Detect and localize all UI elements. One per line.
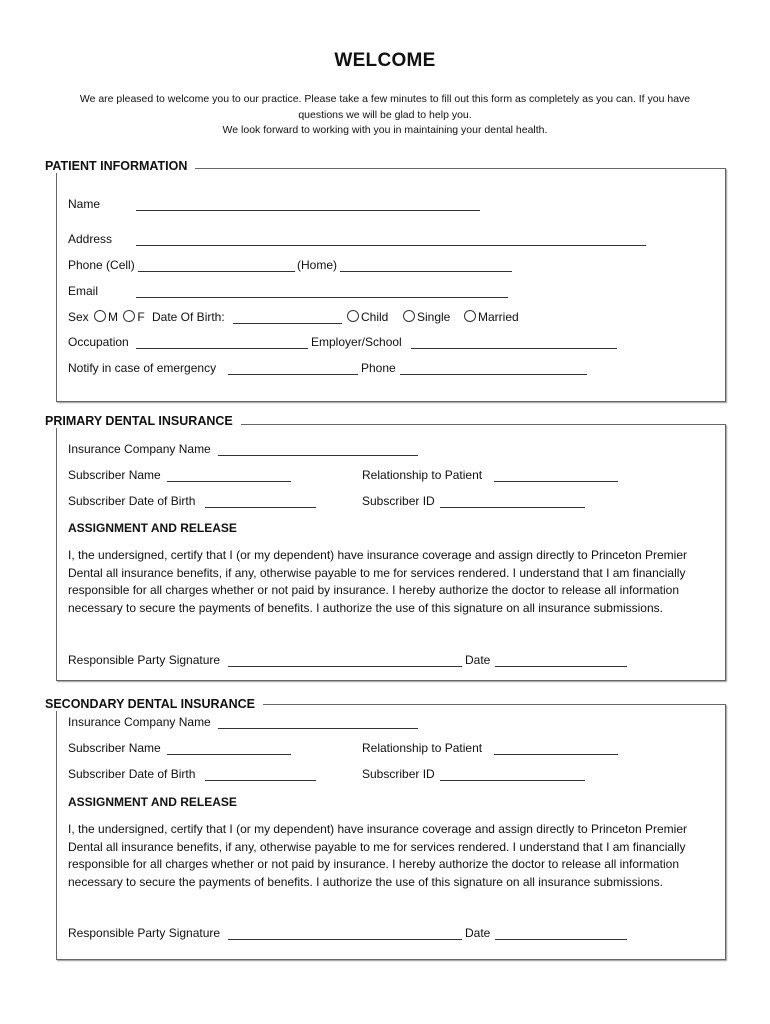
- name-field[interactable]: [136, 199, 480, 211]
- secondary-section-title: SECONDARY DENTAL INSURANCE: [45, 697, 263, 711]
- child-radio[interactable]: [347, 310, 359, 322]
- page-title: WELCOME: [334, 50, 436, 71]
- primary-subscriber-name-label: Subscriber Name: [68, 468, 161, 482]
- primary-assignment-text: I, the undersigned, certify that I (or my dependent) have insurance coverage and assign directly to Princeton Premier Dental all insurance benefits, if any, otherwise payable to me for services rendered. I understand that I am financially responsible for all charges whether or not paid by insurance. I hereby authorize the doctor to release all information necessary to secure the payments of benefits. I authorize the use of this signature on all insurance submissions.: [68, 548, 687, 615]
- occupation-field[interactable]: [136, 337, 308, 349]
- primary-relationship-field[interactable]: [494, 470, 618, 482]
- secondary-relationship-field[interactable]: [494, 743, 618, 755]
- employer-field[interactable]: [411, 337, 617, 349]
- secondary-signature-field[interactable]: [228, 928, 462, 940]
- primary-date-label: Date: [465, 653, 491, 667]
- phone-cell-label: Phone (Cell): [68, 258, 135, 272]
- male-radio[interactable]: [94, 310, 106, 322]
- emergency-phone-label: Phone: [361, 361, 396, 375]
- dob-label: Date Of Birth:: [152, 310, 225, 324]
- primary-date-field[interactable]: [495, 655, 627, 667]
- secondary-subscriber-id-field[interactable]: [440, 769, 585, 781]
- intro-line-3: We look forward to working with you in maintaining your dental health.: [222, 124, 548, 136]
- married-radio[interactable]: [464, 310, 476, 322]
- primary-signature-label: Responsible Party Signature: [68, 653, 221, 667]
- single-radio[interactable]: [403, 310, 415, 322]
- secondary-assignment-heading: ASSIGNMENT AND RELEASE: [68, 795, 237, 809]
- primary-subscriber-dob-field[interactable]: [205, 496, 316, 508]
- sex-label: Sex: [68, 310, 89, 324]
- email-label: Email: [68, 284, 99, 298]
- female-radio[interactable]: [123, 310, 135, 322]
- female-label: F: [137, 310, 145, 324]
- emergency-phone-field[interactable]: [400, 363, 587, 375]
- primary-subscriber-id-label: Subscriber ID: [362, 494, 435, 508]
- child-label: Child: [361, 310, 389, 324]
- primary-subscriber-dob-label: Subscriber Date of Birth: [68, 494, 196, 508]
- name-label: Name: [68, 197, 101, 211]
- primary-assignment-heading: ASSIGNMENT AND RELEASE: [68, 521, 237, 535]
- address-field[interactable]: [136, 234, 646, 246]
- intro-line-1: We are pleased to welcome you to our practice. Please take a few minutes to fill out this form as completely as you can. If you have: [79, 93, 691, 105]
- married-label: Married: [478, 310, 519, 324]
- secondary-subscriber-dob-field[interactable]: [205, 769, 316, 781]
- dob-field[interactable]: [233, 312, 342, 324]
- secondary-relationship-label: Relationship to Patient: [362, 741, 483, 755]
- secondary-company-label: Insurance Company Name: [68, 715, 211, 729]
- primary-subscriber-name-field[interactable]: [167, 470, 291, 482]
- secondary-subscriber-name-field[interactable]: [167, 743, 291, 755]
- occupation-label: Occupation: [68, 335, 129, 349]
- secondary-date-field[interactable]: [495, 928, 627, 940]
- secondary-assignment-text: I, the undersigned, certify that I (or my dependent) have insurance coverage and assign directly to Princeton Premier Dental all insurance benefits, if any, otherwise payable to me for services rendered. I understand that I am financially responsible for all charges whether or not paid by insurance. I hereby authorize the doctor to release all information necessary to secure the payments of benefits. I authorize the use of this signature on all insurance submissions.: [68, 822, 687, 889]
- primary-subscriber-id-field[interactable]: [440, 496, 585, 508]
- phone-home-label: (Home): [297, 258, 338, 272]
- phone-home-field[interactable]: [340, 260, 512, 272]
- patient-section-title: PATIENT INFORMATION: [45, 159, 195, 173]
- emergency-field[interactable]: [228, 363, 358, 375]
- primary-company-label: Insurance Company Name: [68, 442, 211, 456]
- secondary-signature-label: Responsible Party Signature: [68, 926, 221, 940]
- secondary-subscriber-id-label: Subscriber ID: [362, 767, 435, 781]
- secondary-date-label: Date: [465, 926, 491, 940]
- phone-cell-field[interactable]: [138, 260, 295, 272]
- primary-section-title: PRIMARY DENTAL INSURANCE: [45, 414, 241, 428]
- male-label: M: [108, 310, 119, 324]
- secondary-subscriber-dob-label: Subscriber Date of Birth: [68, 767, 196, 781]
- primary-signature-field[interactable]: [228, 655, 462, 667]
- email-field[interactable]: [136, 286, 508, 298]
- single-label: Single: [417, 310, 451, 324]
- emergency-label: Notify in case of emergency: [68, 361, 217, 375]
- primary-company-field[interactable]: [218, 444, 418, 456]
- address-label: Address: [68, 232, 113, 246]
- secondary-company-field[interactable]: [218, 717, 418, 729]
- secondary-subscriber-name-label: Subscriber Name: [68, 741, 161, 755]
- employer-label: Employer/School: [311, 335, 402, 349]
- primary-relationship-label: Relationship to Patient: [362, 468, 483, 482]
- intro-line-2: questions we will be glad to help you.: [298, 108, 472, 121]
